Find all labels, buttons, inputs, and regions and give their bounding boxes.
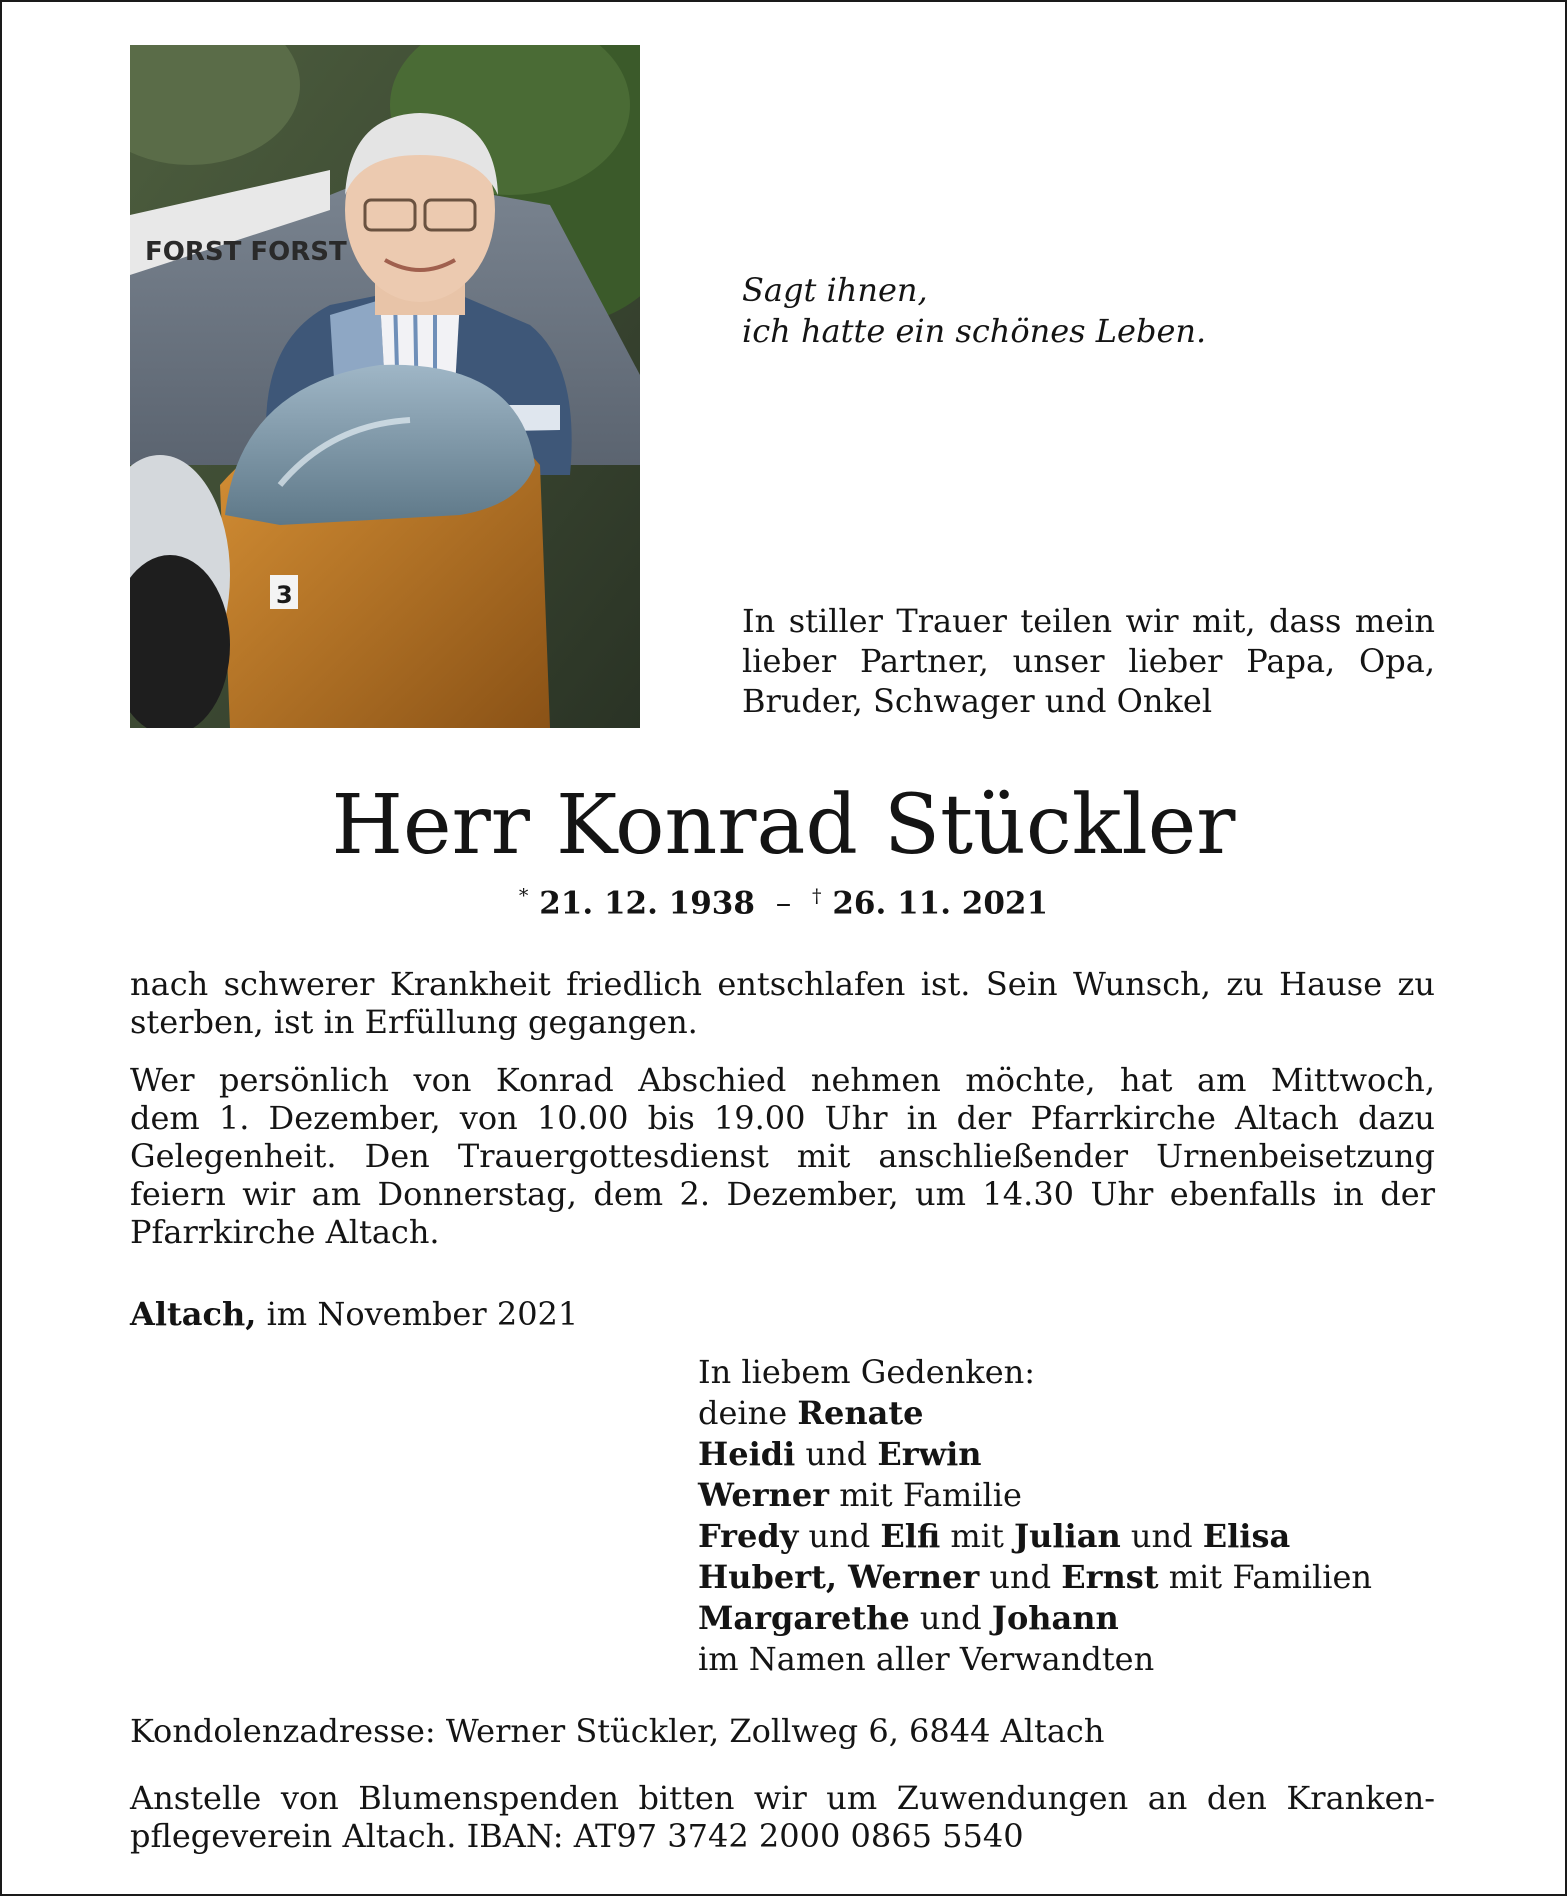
mourner-name: Heidi (698, 1435, 796, 1473)
mourner-name: Johann (991, 1599, 1119, 1637)
connector: und (808, 1517, 871, 1555)
mourner-name: Ernst (1061, 1558, 1159, 1596)
mourner-row (698, 1598, 1372, 1639)
svg-text:3: 3 (276, 581, 293, 609)
mourner-row (698, 1475, 1372, 1516)
connector: mit Familien (1168, 1558, 1373, 1596)
mourner-name: Hubert, Werner (698, 1558, 980, 1596)
mourner-row (698, 1516, 1372, 1557)
connector: und (989, 1558, 1052, 1596)
connector: und (919, 1599, 982, 1637)
place-date (130, 1295, 578, 1333)
mourner-name: Margarethe (698, 1599, 910, 1637)
mourners-heading: In liebem Gedenken: (698, 1353, 1036, 1391)
connector: mit (950, 1517, 1004, 1555)
intro-line: In stiller Trauer teilen wir mit, dass mein (742, 602, 1435, 640)
svg-text:FORST FORST: FORST FORST (145, 237, 347, 267)
place-city: Altach, (130, 1295, 257, 1333)
mourner-row (698, 1434, 1372, 1475)
life-dates (0, 885, 1567, 921)
paragraph-passing (130, 965, 1435, 1041)
connector: deine (698, 1394, 788, 1432)
connector: und (1130, 1517, 1193, 1555)
mourner-row (698, 1557, 1372, 1598)
mourner-name: Erwin (877, 1435, 982, 1473)
mourner-name: Renate (797, 1394, 924, 1432)
mourner-name: Julian (1013, 1517, 1121, 1555)
deceased-name: Herr Konrad Stückler (331, 778, 1236, 873)
connector: und (805, 1435, 868, 1473)
mourners-footer: im Namen aller Verwandten (698, 1640, 1155, 1678)
place-month: im November 2021 (266, 1295, 579, 1333)
mourners-block (698, 1352, 1372, 1680)
paragraph-line: Pfarrkirche Altach. (130, 1213, 440, 1251)
mourner-row (698, 1393, 1372, 1434)
intro-text (742, 601, 1435, 721)
mourner-name: Elfi (880, 1517, 941, 1555)
birth-date: 21. 12. 1938 (539, 885, 755, 922)
paragraph-line: nach schwerer Krankheit friedlich entschlafen ist. Sein Wunsch, zu Hause zu (130, 965, 1435, 1003)
date-separator: – (775, 885, 792, 922)
death-symbol: † (812, 885, 822, 907)
paragraph-service (130, 1061, 1435, 1251)
paragraph-line: feiern wir am Donnerstag, dem 2. Dezember, um 14.30 Uhr ebenfalls in der (130, 1175, 1435, 1213)
connector: mit Familie (839, 1476, 1022, 1514)
motto-quote (742, 270, 1206, 352)
donation-note (130, 1779, 1435, 1855)
mourner-name: Elisa (1202, 1517, 1291, 1555)
death-date: 26. 11. 2021 (832, 885, 1049, 922)
paragraph-line: dem 1. Dezember, von 10.00 bis 19.00 Uhr in der Pfarrkirche Altach dazu (130, 1099, 1435, 1137)
condolence-address: Kondolenzadresse: Werner Stückler, Zollweg 6, 6844 Altach (130, 1712, 1105, 1750)
motto-line: Sagt ihnen, (742, 271, 928, 309)
mourner-name: Fredy (698, 1517, 799, 1555)
donation-line: pflegeverein Altach. IBAN: AT97 3742 2000 0865 5540 (130, 1817, 1024, 1855)
intro-line: Bruder, Schwager und Onkel (742, 682, 1213, 720)
intro-line: lieber Partner, unser lieber Papa, Opa, (742, 642, 1435, 680)
motto-line: ich hatte ein schönes Leben. (742, 312, 1207, 350)
birth-symbol: * (518, 885, 529, 907)
paragraph-line: Wer persönlich von Konrad Abschied nehmen möchte, hat am Mittwoch, (130, 1061, 1435, 1099)
mourner-name: Werner (698, 1476, 830, 1514)
donation-line: Anstelle von Blumenspenden bitten wir um Zuwendungen an den Kranken- (130, 1779, 1435, 1817)
paragraph-line: sterben, ist in Erfüllung gegangen. (130, 1003, 698, 1041)
portrait-photo (130, 45, 640, 728)
paragraph-line: Gelegenheit. Den Trauergottesdienst mit anschließender Urnenbeisetzung (130, 1137, 1435, 1175)
